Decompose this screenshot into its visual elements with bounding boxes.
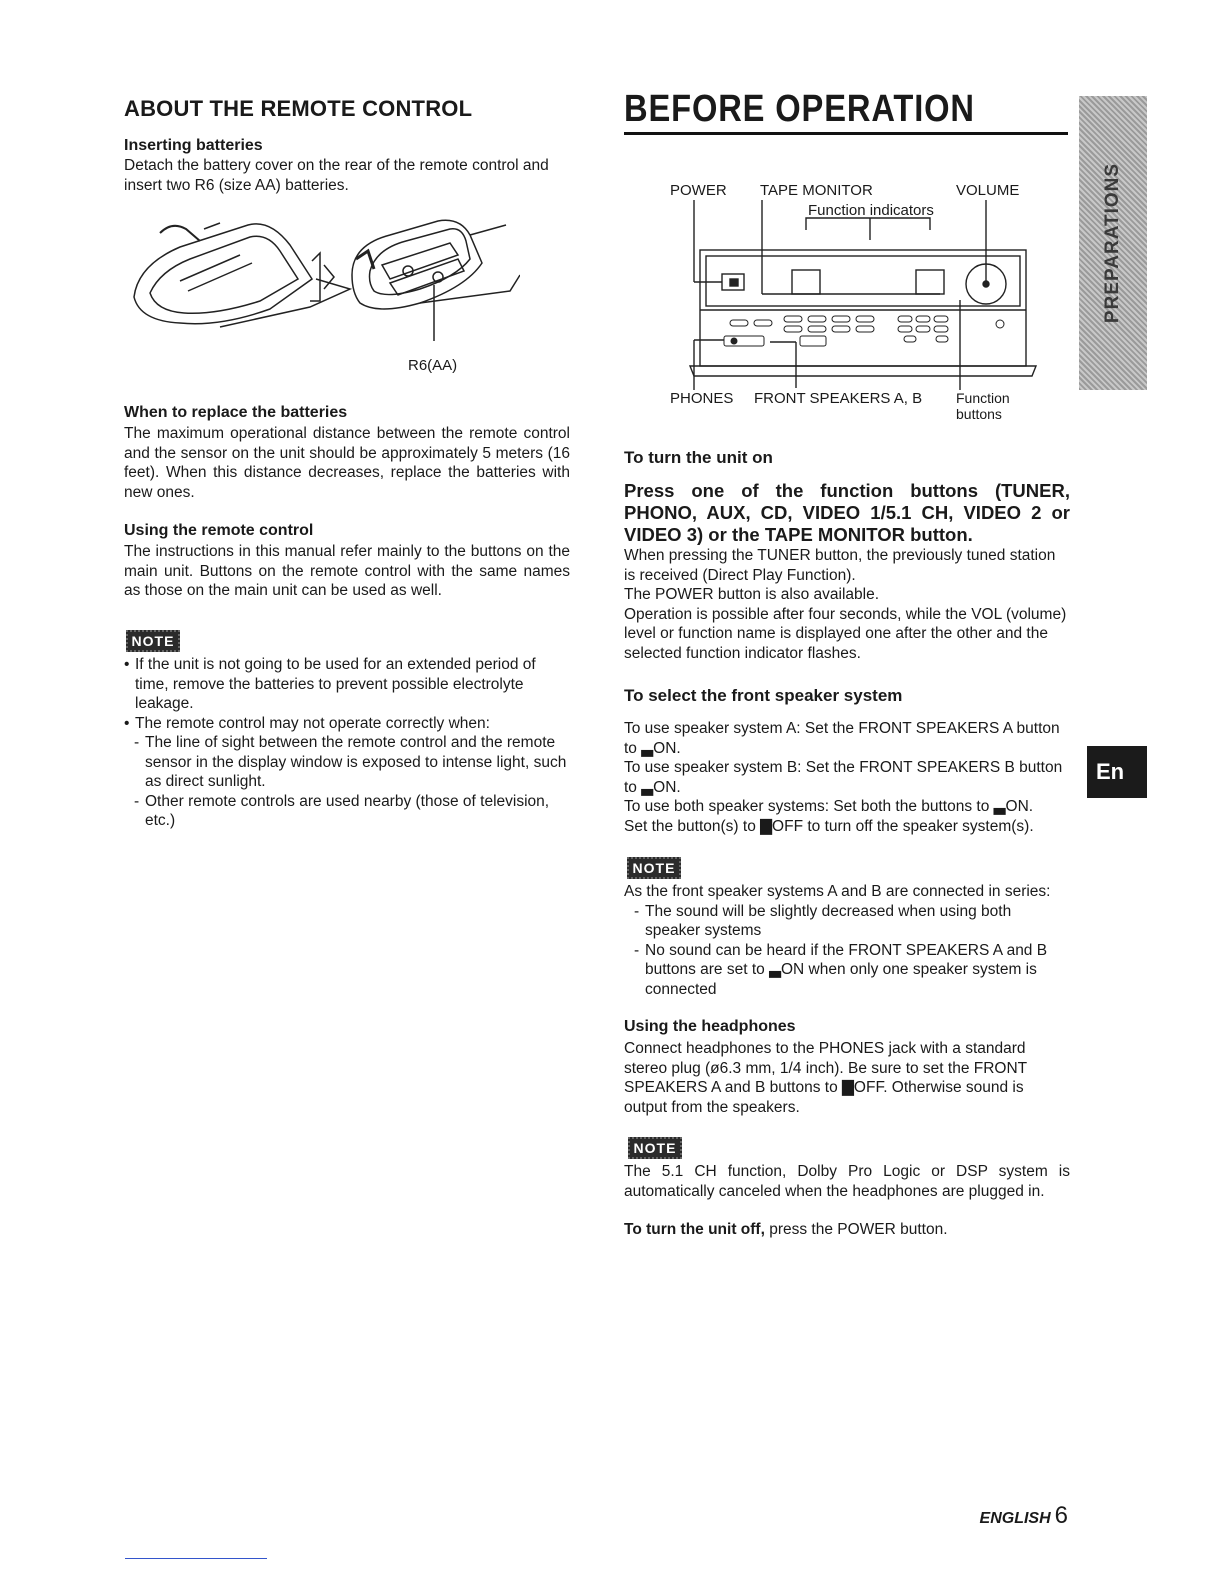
- page-number: 6: [1054, 1502, 1068, 1529]
- language-tab-label: En: [1096, 759, 1125, 784]
- footer-language: ENGLISH: [979, 1510, 1051, 1527]
- section-title-remote: ABOUT THE REMOTE CONTROL: [124, 96, 473, 121]
- page-footer: [980, 1502, 1068, 1530]
- note-badge: NOTE: [628, 1137, 682, 1159]
- text-operation-delay: Operation is possible after four seconds, while the VOL (volume) level or function name is displayed one after the other and the selected function indicator flashes.: [624, 605, 1067, 662]
- heading-turn-on: To turn the unit on: [624, 448, 773, 467]
- note-bullet: • The remote control may not operate correctly when:: [124, 714, 570, 734]
- footer-rule: [125, 1558, 267, 1559]
- label-power: POWER: [670, 182, 727, 199]
- note-speakers: [624, 882, 1070, 999]
- text-replace-batteries: The maximum operational distance between the remote control and the sensor on the unit should be approximately 5 meters (16 feet). When this distance decreases, replace the batteries with new ones.: [124, 425, 570, 501]
- text-speaker-a: To use speaker system A: Set the FRONT SPEAKERS A button to ▃ON.: [624, 720, 1060, 757]
- title-rule: [624, 132, 1068, 135]
- receiver-panel-drawing: [660, 170, 1080, 390]
- receiver-diagram: [660, 170, 1080, 430]
- note-headphones: The 5.1 CH function, Dolby Pro Logic or DSP system is automatically canceled when the headphones are plugged in.: [624, 1163, 1070, 1200]
- label-tape-monitor: TAPE MONITOR: [760, 182, 873, 199]
- text-turn-off-bold: To turn the unit off,: [624, 1221, 765, 1238]
- label-phones: PHONES: [670, 390, 734, 407]
- instruction-turn-on: Press one of the function buttons (TUNER, PHONO, AUX, CD, VIDEO 1/5.1 CH, VIDEO 2 or VIDEO 3) or the TAPE MONITOR button.: [624, 480, 1070, 545]
- battery-illustration: [120, 205, 520, 385]
- section-tab-preparations: [1079, 96, 1147, 390]
- battery-label: R6(AA): [408, 357, 458, 374]
- label-function-buttons: Function buttons: [956, 390, 1010, 422]
- section-title-before-operation: BEFORE OPERATION: [624, 88, 975, 130]
- heading-replace-batteries: When to replace the batteries: [124, 404, 348, 421]
- text-speaker-b: To use speaker system B: Set the FRONT SPEAKERS B button to ▃ON.: [624, 759, 1063, 796]
- note-badge: NOTE: [627, 857, 681, 879]
- text-speaker-system: [624, 719, 1070, 836]
- text-speaker-off: Set the button(s) to ▇OFF to turn off the speaker system(s).: [624, 817, 1034, 835]
- note-dash: - No sound can be heard if the FRONT SPEAKERS A and B buttons are set to ▃ON when only one speaker system is connected: [634, 941, 1070, 1000]
- note-bullet: • If the unit is not going to be used for an extended period of time, remove the batteries to prevent possible electrolyte leakage.: [124, 655, 570, 714]
- heading-using-remote: Using the remote control: [124, 522, 314, 539]
- text-speaker-both: To use both speaker systems: Set both the buttons to ▃ON.: [624, 798, 1034, 815]
- heading-speaker-system: To select the front speaker system: [624, 686, 903, 705]
- label-volume: VOLUME: [956, 182, 1020, 199]
- label-function-indicators: Function indicators: [808, 202, 934, 219]
- note-intro: As the front speaker systems A and B are connected in series:: [624, 883, 1051, 900]
- text-turn-off-rest: press the POWER button.: [764, 1221, 948, 1238]
- note-dash: - Other remote controls are used nearby (those of television, etc.): [134, 792, 570, 831]
- heading-headphones: Using the headphones: [624, 1018, 796, 1035]
- text-using-remote: The instructions in this manual refer mainly to the buttons on the main unit. Buttons on the remote control with the same names as those on the main unit can be used as well.: [124, 543, 570, 599]
- text-headphones: Connect headphones to the PHONES jack with a standard stereo plug (ø6.3 mm, 1/4 inch). Be sure to set the FRONT SPEAKERS A and B buttons to ▇OFF. Otherwise sound is output from the speakers.: [624, 1040, 1027, 1116]
- section-tab-label: PREPARATIONS: [1102, 162, 1123, 324]
- note-badge: NOTE: [126, 630, 180, 652]
- text-direct-play: When pressing the TUNER button, the previously tuned station is received (Direct Play Function).: [624, 547, 1056, 584]
- label-front-speakers: FRONT SPEAKERS A, B: [754, 390, 923, 407]
- text-turn-on: [624, 546, 1070, 663]
- note-dash: - The sound will be slightly decreased when using both speaker systems: [634, 902, 1070, 941]
- language-tab: [1087, 746, 1147, 798]
- text-power-available: The POWER button is also available.: [624, 586, 880, 603]
- text-turn-off: [624, 1220, 1070, 1240]
- note-dash: - The line of sight between the remote control and the remote sensor in the display window is exposed to intense light, such as direct sunlight.: [134, 733, 570, 792]
- heading-inserting-batteries: Inserting batteries: [124, 137, 263, 154]
- note-remote: [124, 655, 570, 831]
- text-inserting-batteries: Detach the battery cover on the rear of the remote control and insert two R6 (size AA) batteries.: [124, 157, 549, 194]
